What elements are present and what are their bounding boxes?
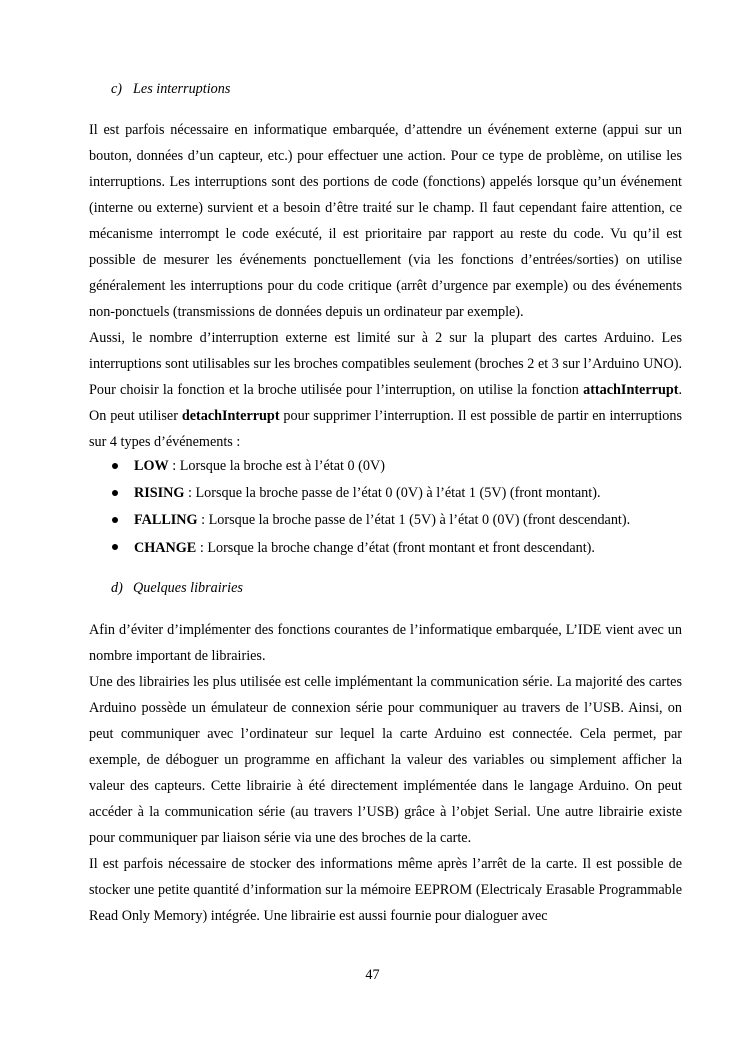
interrupt-event-list [89,456,682,565]
list-item [89,483,682,510]
bullet-icon [112,544,118,550]
page-number: 47 [365,967,380,983]
event-name: FALLING [134,512,198,529]
interruptions-details-paragraph [89,325,682,455]
list-item [89,510,682,537]
interruptions-intro-paragraph: Il est parfois nécessaire en informatique embarquée, d’attendre un événement externe (appui sur un bouton, données d’un capteur, etc.) pour effectuer une action. Pour ce type de problème, on utilise les interruptions. Les interruptions sont des portions de code (fonctions) appelés lorsque qu’un événement (interne ou externe) survient et a besoin d’être traité sur le champ. Il faut cependant faire attention, ce mécanisme interrompt le code exécuté, il est prioritaire par rapport au reste du code. Vu qu’il est possible de mesurer les événements ponctuellement (via les fonctions d’entrées/sorties) on utilise généralement les interruptions pour du code critique (arrêt d’urgence par exemple) ou des événements non-ponctuels (transmissions de données depuis un ordinateur par exemple). [89,122,682,320]
section-d-title: Quelques librairies [133,580,243,596]
event-name: RISING [134,485,185,502]
event-description: : Lorsque la broche est à l’état 0 (0V) [168,458,385,474]
event-name: LOW [134,458,169,474]
libraries-intro-paragraph: Afin d’éviter d’implémenter des fonctions courantes de l’informatique embarquée, L’IDE vient avec un nombre important de librairies. [89,622,682,664]
detach-interrupt-term: detachInterrupt [181,408,280,424]
section-d-heading [111,579,243,597]
event-description: : Lorsque la broche passe de l’état 1 (5V) à l’état 0 (0V) (front descendant). [197,512,631,529]
list-item [89,538,682,565]
eeprom-paragraph: Il est parfois nécessaire de stocker des informations même après l’arrêt de la carte. Il est possible de stocker une petite quantité d’information sur la mémoire EEPROM (Electricaly Erasable Programmable Read Only Memory) intégrée. Une librairie est aussi fournie pour dialoguer avec [89,856,682,924]
bullet-icon [112,490,118,496]
bullet-icon [112,463,118,469]
list-item [89,456,682,483]
event-description: : Lorsque la broche passe de l’état 0 (0V) à l’état 1 (5V) (front montant). [184,485,601,502]
event-name: CHANGE [134,539,197,556]
event-description: : Lorsque la broche change d’état (front montant et front descendant). [196,539,595,556]
section-c-heading [111,80,230,98]
section-c-title: Les interruptions [133,81,231,97]
bullet-icon [112,517,118,523]
section-c-label: c) [111,81,123,97]
serial-library-paragraph: Une des librairies les plus utilisée est celle implémentant la communication série. La majorité des cartes Arduino possède un émulateur de connexion série pour communiquer au travers de l’USB. Ainsi, on peut communiquer avec l’ordinateur sur lequel la carte Arduino est connectée. Cela permet, par exemple, de déboguer un programme en affichant la valeur des variables ou simplement afficher la valeur des capteurs. Cette librairie à été directement implémentée dans le langage Arduino. On peut accéder à la communication série (au travers l’USB) grâce à l’objet Serial. Une autre librairie existe pour communiquer par liaison série via une des broches de la carte. [89,674,682,846]
attach-interrupt-term: attachInterrupt [583,382,679,398]
paragraph-text: . On peut utiliser [89,382,682,424]
paragraph-text: Aussi, le nombre d’interruption externe est limité sur à 2 sur la plupart des cartes Arduino. Les interruptions sont utilisables sur les broches compatibles seulement (broches 2 et 3 sur l’Arduino UNO). Pour choisir la fonction et la broche utilisée pour l’interruption, on utilise la fonction [89,330,682,398]
section-d-label: d) [111,580,123,596]
paragraph-text: pour supprimer l’interruption. Il est possible de partir en interruptions sur 4 types d’événements : [89,408,682,450]
